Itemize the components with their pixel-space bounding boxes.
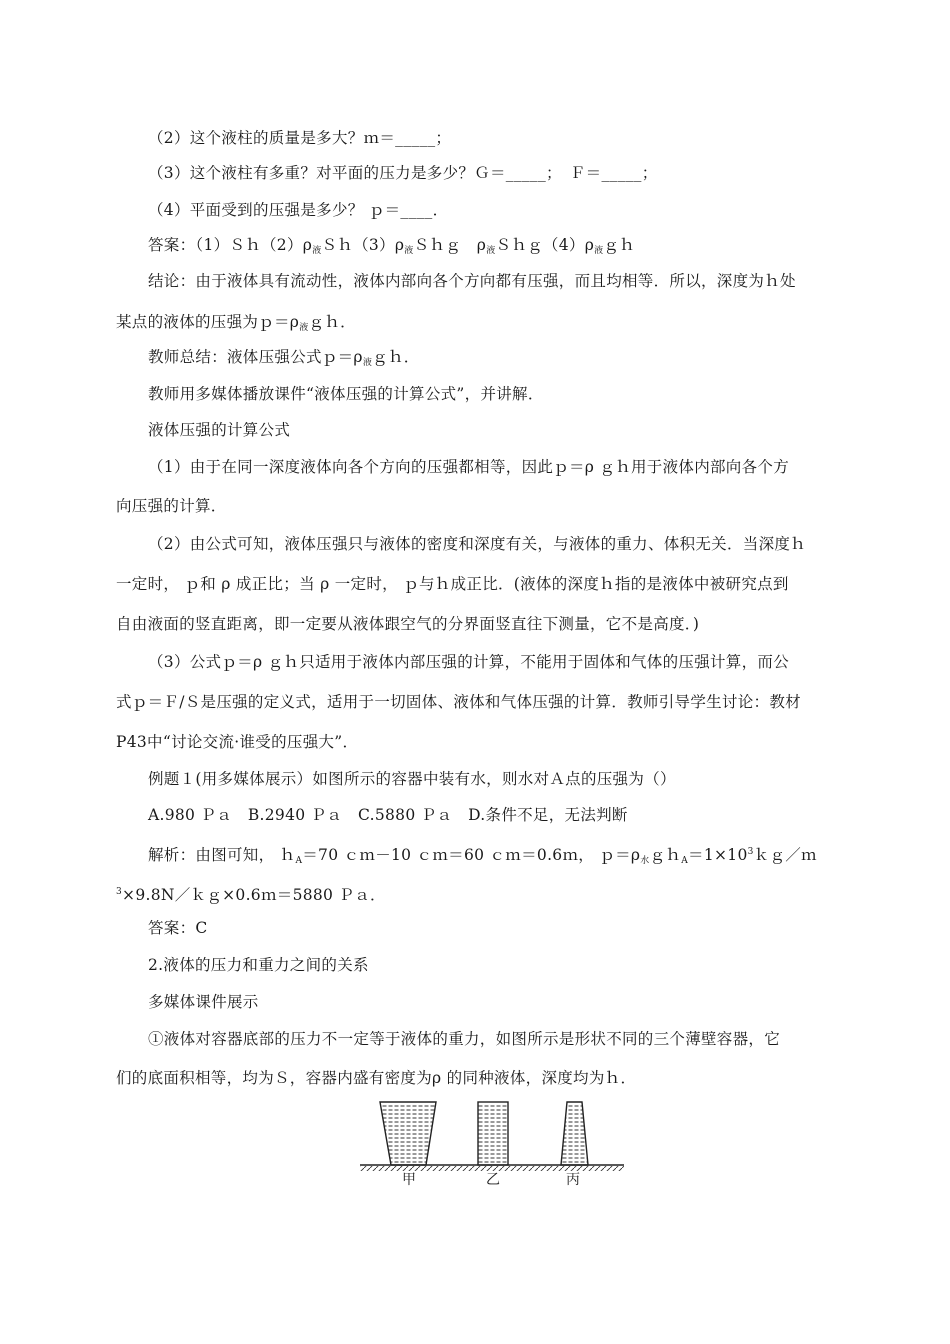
example-1: 例题１(用多媒体展示）如图所示的容器中装有水，则水对Ａ点的压强为（） xyxy=(148,770,676,788)
question-3: （3）这个液柱有多重？对平面的压力是多少？Ｇ＝_____； Ｆ＝_____； xyxy=(148,164,658,182)
conclusion-line-1: 结论：由于液体具有流动性，液体内部向各个方向都有压强，而且均相等．所以，深度为ｈ处 xyxy=(148,272,796,290)
container-yi xyxy=(478,1102,508,1165)
answer-line: 答案：$(1)Sh(2)\rho_液Sh(3)\rho_液Shg$ $\rho_液Shg(4)\rho_液gh$ xyxy=(148,236,636,256)
solution-line-1: 解析：由图可知， ｈ$_A$＝70 ｃｍ－10 ｃｍ＝60 ｃｍ＝0.6ｍ， $p=\rho_水gh_A=1\times 10^3kg/m$ xyxy=(148,846,817,866)
container-bing xyxy=(561,1102,588,1165)
point-2-line-1: （2）由公式可知，液体压强只与液体的密度和深度有关，与液体的重力、体积无关．当深度ｈ xyxy=(148,535,806,553)
answer-c: 答案：C xyxy=(148,919,208,937)
question-2: （2）这个液柱的质量是多大？ｍ＝_____； xyxy=(148,129,452,147)
conclusion-line-2: 某点的液体的压强为$p=\rho_液gh$． xyxy=(116,313,356,333)
label-bing: 丙 xyxy=(566,1172,581,1188)
containers-figure xyxy=(358,1096,628,1192)
label-jia: 甲 xyxy=(402,1172,417,1188)
multimedia-note: 教师用多媒体播放课件“液体压强的计算公式”，并讲解． xyxy=(148,385,544,403)
content-1-line-2: 们的底面积相等，均为Ｓ，容器内盛有密度为ρ 的同种液体，深度均为ｈ． xyxy=(116,1069,637,1087)
question-4: （4）平面受到的压强是多少？ ｐ＝____． xyxy=(148,201,449,219)
content-1-line-1: ①液体对容器底部的压力不一定等于液体的重力，如图所示是形状不同的三个薄壁容器，它 xyxy=(148,1030,781,1048)
point-3-line-3: P43中“讨论交流·谁受的压强大”． xyxy=(116,733,359,751)
point-1-line-2: 向压强的计算． xyxy=(116,497,227,515)
solution-line-2: $^3$×9.8N／ｋｇ×0.6ｍ＝5880 Ｐａ． xyxy=(116,886,386,904)
label-yi: 乙 xyxy=(486,1172,501,1188)
point-1-line-1: （1）由于在同一深度液体向各个方向的压强都相等，因此ｐ＝ρ ｇｈ用于液体内部向各个方 xyxy=(148,458,790,476)
multimedia-show: 多媒体课件展示 xyxy=(148,993,259,1011)
point-2-line-2: 一定时， ｐ和 ρ 成正比；当 ρ 一定时， ｐ与ｈ成正比．(液体的深度ｈ指的是液体中被研究点到 xyxy=(116,575,789,593)
point-3-line-2: 式ｐ＝Ｆ/Ｓ是压强的定义式，适用于一切固体、液体和气体压强的计算．教师引导学生讨论：教材 xyxy=(116,693,801,711)
point-3-line-1: （3）公式ｐ＝ρ ｇｈ只适用于液体内部压强的计算，不能用于固体和气体的压强计算，而公 xyxy=(148,653,790,671)
point-2-line-3: 自由液面的竖直距离，即一定要从液体跟空气的分界面竖直往下测量，它不是高度．) xyxy=(116,615,700,633)
example-options: A.980 Ｐａ B.2940 Ｐａ C.5880 Ｐａ D.条件不足，无法判断 xyxy=(148,806,628,824)
formula-title: 液体压强的计算公式 xyxy=(148,421,291,439)
container-jia xyxy=(380,1102,436,1165)
teacher-summary: 教师总结：液体压强公式$p=\rho_液gh$． xyxy=(148,348,420,368)
section-2-title: 2.液体的压力和重力之间的关系 xyxy=(148,956,369,974)
